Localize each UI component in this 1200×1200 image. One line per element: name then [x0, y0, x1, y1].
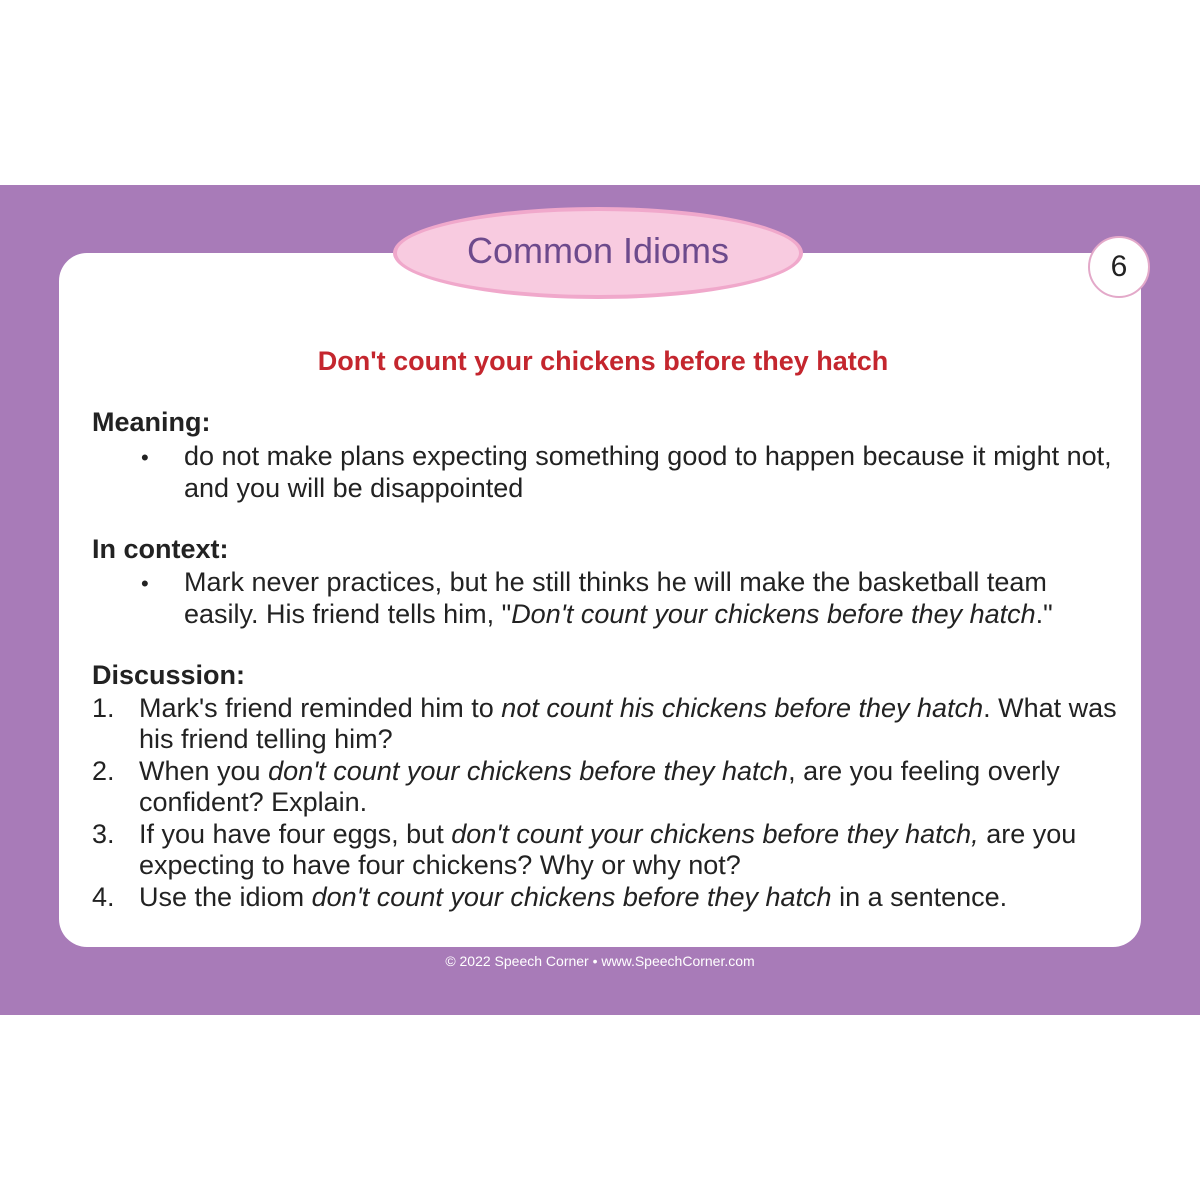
discussion-item-4 — [92, 882, 1122, 913]
discussion-number: 2. — [92, 756, 115, 786]
discussion-text-end: , are you feeling overly confident? Explain. — [139, 756, 1060, 817]
idiom-heading: Don't count your chickens before they hatch — [317, 346, 889, 376]
copyright-footer: © 2022 Speech Corner • www.SpeechCorner.com — [445, 953, 755, 969]
discussion-text-end: in a sentence. — [831, 882, 1008, 912]
discussion-text-idiom: don't count your chickens before they hatch, — [451, 819, 979, 849]
discussion-text — [139, 693, 1122, 755]
discussion-text-idiom: don't count your chickens before they hatch — [268, 756, 789, 786]
discussion-item-1 — [92, 693, 1122, 755]
meaning-bullet: • — [141, 445, 149, 470]
context-bullet: • — [141, 571, 149, 596]
discussion-text-idiom: not count his chickens before they hatch — [501, 693, 984, 723]
discussion-number: 4. — [92, 882, 115, 912]
discussion-text — [139, 882, 1122, 913]
discussion-text-end: . What was his friend telling him? — [139, 693, 1117, 754]
discussion-text-plain: Use the idiom — [139, 882, 312, 912]
meaning-label: Meaning: — [92, 407, 211, 437]
discussion-item-3 — [92, 819, 1122, 881]
discussion-text — [139, 756, 1122, 818]
discussion-text-plain: When you — [139, 756, 269, 786]
discussion-text — [139, 819, 1122, 881]
discussion-text-plain: If you have four eggs, but — [139, 819, 452, 849]
discussion-item-2 — [92, 756, 1122, 818]
title-badge — [393, 207, 803, 299]
context-label: In context: — [92, 534, 229, 564]
card-number-badge: 6 — [1088, 236, 1150, 298]
discussion-number: 3. — [92, 819, 115, 849]
context-text-idiom: Don't count your chickens before they hatch — [511, 599, 1036, 629]
meaning-text: do not make plans expecting something good to happen because it might not, and you will be disappointed — [184, 441, 1112, 503]
discussion-text-idiom: don't count your chickens before they hatch — [311, 882, 832, 912]
discussion-text-end: are you expecting to have four chickens? Why or why not? — [139, 819, 1077, 880]
context-text-end: ." — [1035, 599, 1053, 629]
context-text-plain: Mark never practices, but he still thinks he will make the basketball team easily. His friend tells him, " — [184, 567, 1047, 629]
context-text — [184, 566, 1114, 630]
discussion-text-plain: Mark's friend reminded him to — [139, 693, 502, 723]
card-title: Common Idioms — [466, 230, 730, 271]
discussion-label: Discussion: — [92, 660, 246, 690]
discussion-number: 1. — [92, 693, 115, 723]
